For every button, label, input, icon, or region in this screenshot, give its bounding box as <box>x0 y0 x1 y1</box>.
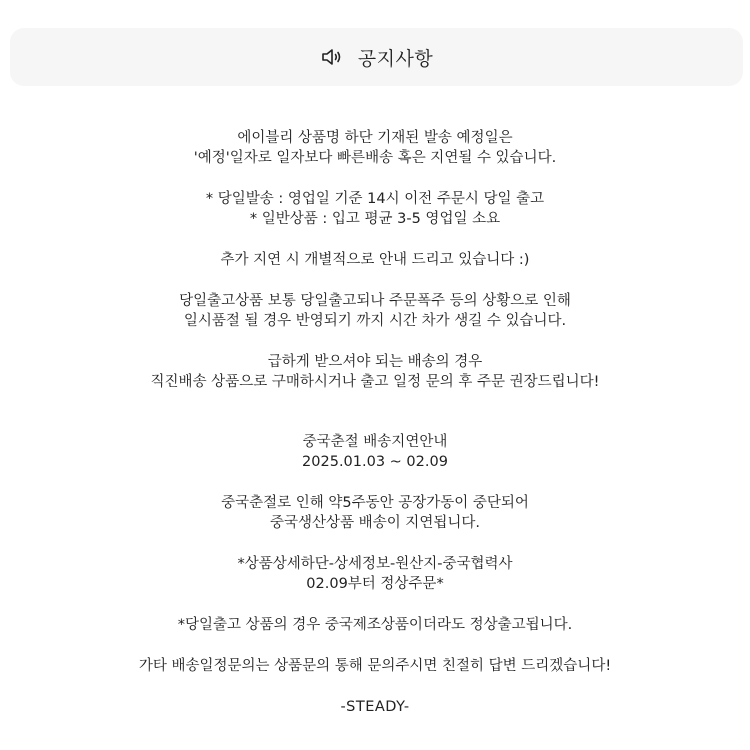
notice-line: 중국생산상품 배송이 지연됩니다. <box>270 515 480 531</box>
notice-line: 직진배송 상품으로 구매하시거나 출고 일정 문의 후 주문 권장드립니다! <box>150 374 600 390</box>
holiday-period: 2025.01.03 ~ 02.09 <box>302 454 448 470</box>
notice-line: 추가 지연 시 개별적으로 안내 드리고 있습니다 :) <box>220 252 530 268</box>
notice-line: * 당일발송 : 영업일 기준 14시 이전 주문시 당일 출고 <box>205 191 545 207</box>
notice-line: 가타 배송일정문의는 상품문의 통해 문의주시면 친절히 답변 드리겠습니다! <box>138 658 612 674</box>
notice-line: 일시품절 될 경우 반영되기 까지 시간 차가 생길 수 있습니다. <box>183 313 567 329</box>
notice-header <box>10 28 743 86</box>
notice-line: '예정'일자로 일자보다 빠른배송 혹은 지연될 수 있습니다. <box>193 150 557 166</box>
notice-line: 당일출고상품 보통 당일출고되나 주문폭주 등의 상황으로 인해 <box>179 293 571 309</box>
speaker-icon <box>320 45 344 69</box>
page-title: 공지사항 <box>357 47 434 70</box>
notice-line: * 일반상품 : 입고 평균 3-5 영업일 소요 <box>249 211 501 227</box>
notice-line: *상품상세하단-상세정보-원산지-중국협력사 <box>237 556 513 572</box>
notice-line: 02.09부터 정상주문* <box>306 576 444 592</box>
notice-line: 에이블리 상품명 하단 기재된 발송 예정일은 <box>237 130 513 146</box>
holiday-title: 중국춘절 배송지연안내 <box>302 434 448 450</box>
signature: -STEADY- <box>340 699 410 715</box>
notice-line: *당일출고 상품의 경우 중국제조상품이더라도 정상출고됩니다. <box>177 617 573 633</box>
notice-line: 중국춘절로 인해 약5주동안 공장가동이 중단되어 <box>221 495 529 511</box>
notice-content <box>0 128 750 717</box>
notice-line: 급하게 받으셔야 되는 배송의 경우 <box>267 354 483 370</box>
